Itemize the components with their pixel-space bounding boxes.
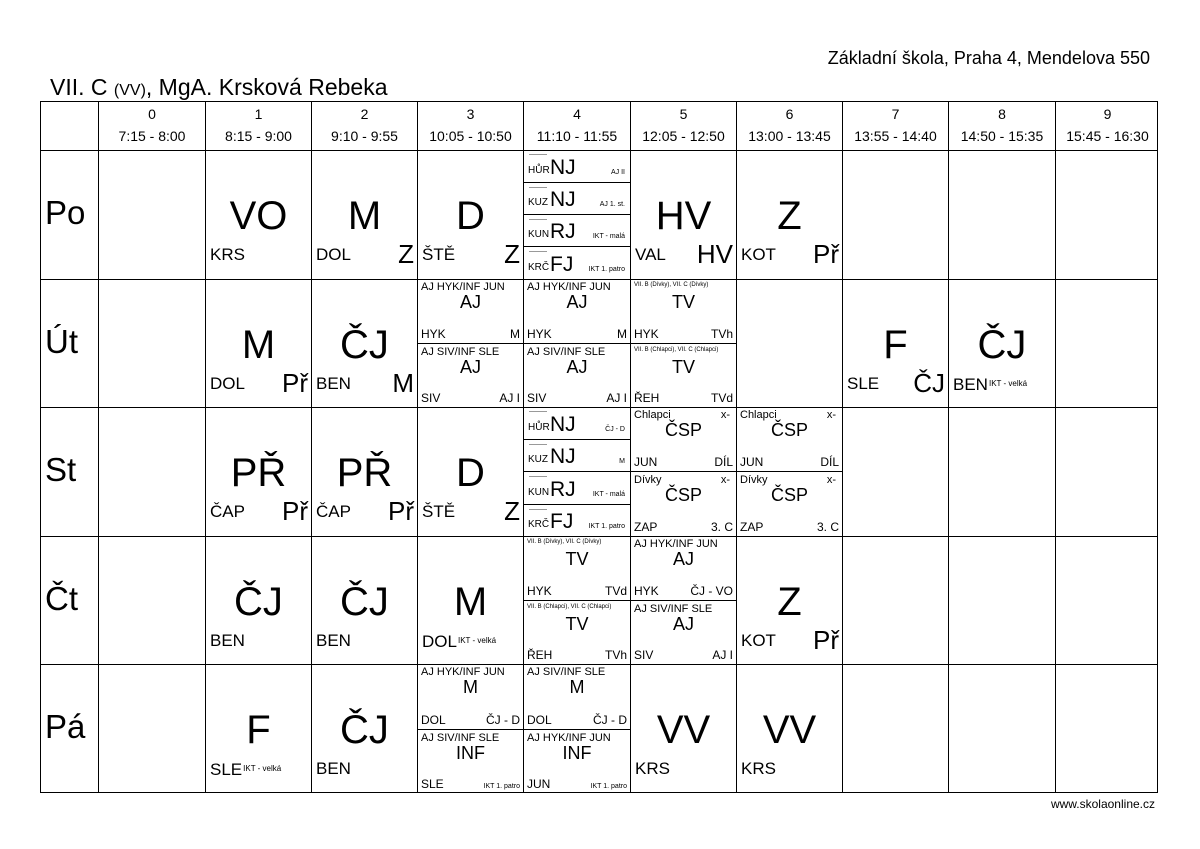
group-label: AJ HYK/INF JUN [634, 537, 718, 550]
lesson-room: DÍL [820, 455, 839, 470]
group-label: AJ HYK/INF JUN [421, 280, 505, 293]
lesson-room: Z [504, 496, 520, 527]
group-label: VII. B (Chlapci), VII. C (Chlapci) [634, 346, 719, 353]
period-number: 5 [679, 106, 688, 122]
lesson-subject: RJ [550, 477, 576, 501]
lesson-teacher: $DOL^{IKT - velká}$ [422, 631, 497, 651]
lesson-room: M [619, 458, 625, 466]
group-label: Chlapci [634, 409, 671, 422]
language-group [524, 182, 630, 214]
lesson-subject: NJ [550, 445, 576, 469]
lesson-group [631, 279, 736, 343]
lesson-group [418, 729, 523, 793]
period-number: 7 [891, 106, 900, 122]
language-group [524, 150, 630, 182]
lesson-cell [842, 279, 948, 408]
period-time: 10:05 - 10:50 [429, 128, 512, 144]
period-header [98, 102, 205, 150]
lesson-room: Př [388, 496, 414, 527]
lesson-teacher: SIV [527, 391, 547, 406]
lesson-cell [736, 664, 842, 793]
group-label: AJ HYK/INF JUN [527, 280, 611, 293]
lesson-room: ČJ - D [605, 426, 625, 434]
lesson-subject: ČSP [664, 485, 702, 506]
timetable-cell [948, 536, 1055, 665]
lesson-subject: TV [671, 356, 695, 377]
lesson-room: DÍL [714, 455, 733, 470]
group-label: VII. B (Dívky), VII. C (Dívky) [634, 281, 709, 288]
group-label: VII. B (Chlapci), VII. C (Chlapci) [527, 604, 612, 611]
language-group [524, 504, 630, 536]
period-time: 8:15 - 9:00 [225, 128, 292, 144]
lesson-teacher: DOL [527, 712, 552, 727]
lesson-cell [630, 536, 736, 665]
timetable-cell [1055, 150, 1159, 279]
lesson-cell [205, 664, 311, 793]
lesson-teacher: KOT [741, 245, 776, 264]
lesson-cell [311, 279, 417, 408]
lesson-room: ČJ - VO [690, 584, 733, 599]
lesson-room: 3. C [816, 519, 839, 534]
group-label: Dívky [740, 474, 768, 487]
group-label: AJ SIV/INF SLE [527, 345, 606, 358]
lesson-group [524, 600, 630, 664]
class-name: VII. C [50, 74, 108, 100]
lesson-subject: NJ [550, 413, 576, 437]
group-label: AJ SIV/INF SLE [634, 603, 713, 616]
day-label: Čt [45, 579, 78, 617]
lesson-cell [736, 150, 842, 279]
separator [529, 509, 547, 510]
lesson-room: IKT - velká [457, 635, 497, 645]
lesson-subject: ČSP [770, 420, 808, 441]
lesson-subject: VV [762, 708, 817, 753]
separator [529, 187, 547, 188]
lesson-group [737, 471, 842, 535]
lesson-teacher: HYK [634, 584, 659, 599]
lesson-cell [205, 279, 311, 408]
lesson-cell [523, 150, 630, 279]
lesson-subject: ČJ [977, 322, 1027, 367]
lesson-room: Z [504, 239, 520, 269]
lesson-teacher: KRČ [528, 518, 550, 530]
period-number: 9 [1103, 106, 1112, 122]
lesson-subject: ČSP [770, 485, 808, 506]
lesson-subject: NJ [550, 188, 576, 212]
group-label: AJ SIV/INF SLE [421, 731, 500, 744]
lesson-room: IKT - velká [988, 378, 1028, 388]
lesson-subject: M [569, 677, 585, 698]
timetable-title [50, 74, 388, 101]
period-header [417, 102, 523, 150]
timetable-cell [948, 407, 1055, 536]
lesson-group [524, 343, 630, 407]
period-time: 13:55 - 14:40 [854, 128, 937, 144]
lesson-subject: TV [565, 548, 589, 569]
lesson-room: TVd [604, 584, 627, 599]
lesson-teacher: ŠTĚ [422, 245, 456, 264]
timetable-cell [842, 664, 948, 793]
period-time: 15:45 - 16:30 [1066, 128, 1149, 144]
lesson-cell [948, 279, 1055, 408]
lesson-room: M [617, 326, 627, 341]
timetable-cell [736, 279, 842, 408]
lesson-subject: D [456, 451, 485, 496]
lesson-subject: TV [671, 291, 695, 312]
lesson-subject: PŘ [230, 451, 287, 496]
lesson-subject: M [463, 677, 478, 698]
lesson-cell [523, 536, 630, 665]
separator [529, 219, 547, 220]
period-header [736, 102, 842, 150]
language-group [524, 407, 630, 439]
lesson-teacher: JUN [740, 455, 764, 470]
separator [529, 154, 547, 155]
lesson-cell [523, 664, 630, 793]
group-note: x- [720, 409, 730, 422]
lesson-subject: PŘ [336, 451, 393, 496]
lesson-cell [417, 536, 523, 665]
separator [529, 251, 547, 252]
lesson-teacher: ČAP [316, 502, 351, 522]
period-time: 11:10 - 11:55 [536, 128, 618, 144]
day-label: Pá [45, 708, 86, 746]
lesson-subject: ČJ [340, 708, 389, 753]
lesson-room: Př [813, 624, 839, 655]
lesson-room: ČJ [913, 367, 945, 398]
lesson-teacher: ČAP [210, 502, 245, 522]
lesson-room: M [392, 367, 414, 398]
group-label: AJ SIV/INF SLE [527, 666, 606, 679]
timetable-cell [842, 536, 948, 665]
lesson-cell [205, 536, 311, 665]
lesson-teacher: HYK [527, 584, 552, 599]
lesson-room: Z [398, 239, 414, 269]
lesson-cell [311, 536, 417, 665]
group-label: AJ HYK/INF JUN [527, 731, 611, 744]
lesson-group [737, 407, 842, 471]
lesson-room: AJ I [499, 391, 520, 406]
lesson-cell [311, 407, 417, 536]
lesson-teacher: ZAP [740, 519, 764, 534]
lesson-cell [736, 407, 842, 536]
period-header [523, 102, 630, 150]
lesson-cell [630, 150, 736, 279]
group-note: x- [826, 474, 836, 487]
lesson-subject: AJ [672, 548, 694, 569]
footer-url: www.skolaonline.cz [1050, 797, 1155, 811]
language-group [524, 471, 630, 503]
timetable-cell [1055, 664, 1159, 793]
lesson-subject: AJ [459, 291, 481, 312]
lesson-teacher: HYK [527, 326, 552, 341]
lesson-subject: TV [565, 614, 589, 635]
day-label: Út [45, 322, 78, 360]
lesson-subject: VV [656, 708, 711, 753]
lesson-room: TVh [604, 648, 627, 663]
lesson-subject: ČJ [340, 579, 389, 624]
timetable-cell [948, 150, 1055, 279]
period-header [630, 102, 736, 150]
group-label: AJ SIV/INF SLE [421, 345, 500, 358]
group-note: x- [720, 474, 730, 487]
lesson-teacher: KRS [635, 759, 670, 779]
lesson-subject: M [347, 194, 382, 238]
lesson-room: Př [282, 496, 308, 527]
lesson-room: AJ II [610, 169, 625, 177]
separator [529, 444, 547, 445]
lesson-subject: HV [655, 194, 712, 238]
lesson-room: IKT 1. patro [588, 265, 625, 273]
lesson-group [524, 729, 630, 793]
lesson-teacher: HŮR [528, 422, 550, 434]
period-number: 0 [148, 106, 156, 122]
period-number: 6 [785, 106, 794, 122]
period-header [205, 102, 311, 150]
lesson-subject: FJ [550, 252, 574, 276]
lesson-room: AJ I [712, 648, 733, 663]
period-number: 8 [998, 106, 1006, 122]
timetable-cell [98, 279, 205, 408]
lesson-teacher: SIV [634, 648, 654, 663]
lesson-subject: NJ [550, 156, 576, 180]
lesson-room: TVd [710, 391, 733, 406]
group-label: AJ HYK/INF JUN [421, 666, 505, 679]
lesson-subject: AJ [672, 614, 694, 635]
period-time: 9:10 - 9:55 [331, 128, 398, 144]
lesson-teacher: SLE [421, 776, 444, 791]
lesson-subject: Z [777, 194, 802, 238]
lesson-cell [523, 279, 630, 408]
separator [529, 411, 547, 412]
period-time: 13:00 - 13:45 [748, 128, 831, 144]
lesson-teacher: SLE [847, 373, 880, 393]
lesson-cell [630, 664, 736, 793]
class-teacher: , MgA. Krsková Rebeka [145, 74, 388, 100]
lesson-teacher: DOL [316, 245, 351, 264]
lesson-cell [736, 536, 842, 665]
lesson-room: Př [813, 239, 839, 269]
lesson-group [631, 407, 736, 471]
lesson-room: IKT 1. patro [590, 782, 627, 790]
lesson-group [418, 664, 523, 728]
lesson-teacher: KUN [528, 229, 550, 241]
period-number: 2 [360, 106, 369, 122]
lesson-group [418, 279, 523, 343]
lesson-room: ČJ - D [486, 712, 520, 727]
lesson-room: IKT - malá [592, 233, 625, 241]
lesson-cell [417, 150, 523, 279]
lesson-subject: AJ [459, 356, 481, 377]
language-group [524, 214, 630, 246]
lesson-room: M [510, 326, 520, 341]
lesson-teacher: JUN [634, 455, 658, 470]
lesson-room: TVh [710, 326, 733, 341]
lesson-subject: VO [229, 194, 288, 238]
group-label: VII. B (Dívky), VII. C (Dívky) [527, 538, 602, 545]
group-label: Dívky [634, 474, 662, 487]
lesson-room: HV [696, 239, 733, 269]
lesson-teacher: ŘEH [634, 391, 660, 406]
timetable-cell [948, 664, 1055, 793]
lesson-subject: M [241, 322, 276, 367]
period-time: 14:50 - 15:35 [960, 128, 1044, 144]
timetable-cell [1055, 407, 1159, 536]
lesson-cell [630, 407, 736, 536]
timetable-cell [1055, 279, 1159, 408]
lesson-teacher: BEN [316, 373, 351, 393]
lesson-teacher: BEN [316, 759, 351, 779]
lesson-group [524, 664, 630, 728]
lesson-room: IKT 1. patro [483, 782, 520, 790]
lesson-teacher: SIV [421, 391, 441, 406]
lesson-room: Př [282, 367, 308, 398]
timetable-grid [40, 101, 1158, 793]
lesson-cell [205, 150, 311, 279]
separator [529, 476, 547, 477]
lesson-subject: AJ [566, 291, 588, 312]
lesson-group [418, 343, 523, 407]
lesson-cell [417, 664, 523, 793]
timetable-cell [98, 407, 205, 536]
lesson-room: IKT - malá [592, 490, 625, 498]
lesson-subject: D [456, 194, 485, 238]
period-header [948, 102, 1055, 150]
lesson-room: IKT - velká [243, 764, 282, 774]
language-group [524, 439, 630, 471]
lesson-teacher: HYK [634, 326, 659, 341]
lesson-teacher: $BEN^{IKT - velká}$ [953, 374, 1028, 394]
day-label: Po [45, 194, 86, 231]
lesson-cell [205, 407, 311, 536]
timetable-cell [1055, 536, 1159, 665]
class-note: (VV) [113, 82, 146, 99]
lesson-subject: INF [562, 742, 592, 763]
lesson-teacher: ZAP [634, 519, 658, 534]
lesson-teacher: KOT [741, 630, 776, 650]
lesson-teacher: JUN [527, 776, 551, 791]
lesson-subject: FJ [550, 509, 574, 533]
lesson-room: IKT 1. patro [588, 522, 625, 530]
timetable-cell [98, 150, 205, 279]
period-time: 12:05 - 12:50 [642, 128, 725, 144]
lesson-teacher: $SLE^{IKT - velká}$ [210, 760, 282, 780]
lesson-teacher: KRČ [528, 261, 550, 273]
lesson-cell [311, 664, 417, 793]
group-note: x- [826, 409, 836, 422]
lesson-teacher: BEN [316, 630, 351, 650]
lesson-teacher: ŘEH [527, 648, 553, 663]
lesson-room: AJ I [606, 391, 627, 406]
timetable-cell [842, 150, 948, 279]
lesson-subject: Z [777, 579, 802, 624]
lesson-subject: M [453, 579, 488, 624]
lesson-teacher: KRS [741, 759, 776, 779]
lesson-group [524, 279, 630, 343]
lesson-group [524, 536, 630, 600]
day-label: St [45, 451, 77, 489]
lesson-subject: F [246, 708, 271, 753]
period-number: 1 [254, 106, 263, 122]
lesson-cell [630, 279, 736, 408]
lesson-teacher: BEN [210, 630, 245, 650]
period-number: 3 [466, 106, 475, 122]
lesson-subject: F [883, 322, 908, 367]
lesson-group [631, 600, 736, 664]
lesson-cell [311, 150, 417, 279]
period-header [842, 102, 948, 150]
lesson-teacher: ŠTĚ [422, 502, 456, 522]
lesson-teacher: KUN [528, 486, 550, 498]
lesson-room: ČJ - D [593, 712, 627, 727]
lesson-subject: RJ [550, 220, 576, 244]
lesson-cell [417, 279, 523, 408]
school-name: Základní škola, Praha 4, Mendelova 550 [827, 48, 1150, 68]
lesson-subject: ČJ [340, 322, 389, 367]
lesson-subject: INF [456, 742, 485, 763]
lesson-room: AJ 1. st. [599, 201, 625, 209]
lesson-group [631, 471, 736, 535]
period-header [311, 102, 417, 150]
lesson-room: 3. C [710, 519, 733, 534]
lesson-teacher: HYK [421, 326, 446, 341]
lesson-teacher: VAL [635, 245, 666, 264]
lesson-cell [417, 407, 523, 536]
timetable-cell [98, 536, 205, 665]
timetable-cell [842, 407, 948, 536]
lesson-subject: ČJ [234, 579, 283, 624]
lesson-teacher: DOL [210, 373, 245, 393]
lesson-teacher: KRS [210, 245, 245, 264]
period-number: 4 [573, 106, 581, 122]
lesson-teacher: KUZ [528, 454, 548, 466]
group-label: Chlapci [740, 409, 777, 422]
period-time: 7:15 - 8:00 [118, 128, 186, 144]
lesson-subject: ČSP [664, 420, 702, 441]
lesson-teacher: HŮR [528, 165, 550, 177]
lesson-teacher: KUZ [528, 197, 548, 209]
timetable-cell [98, 664, 205, 793]
period-header [1055, 102, 1159, 150]
lesson-cell [523, 407, 630, 536]
lesson-group [631, 343, 736, 407]
lesson-subject: AJ [566, 356, 588, 377]
language-group [524, 246, 630, 278]
lesson-teacher: DOL [421, 712, 446, 727]
lesson-group [631, 536, 736, 600]
